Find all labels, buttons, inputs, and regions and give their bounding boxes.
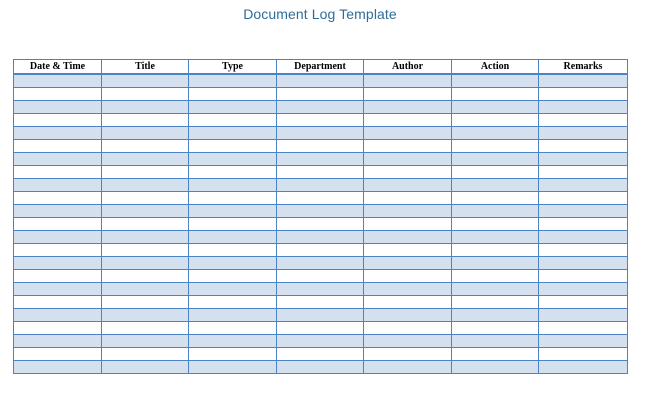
table-cell[interactable]	[539, 140, 628, 153]
table-cell[interactable]	[189, 101, 277, 114]
column-header-remarks: Remarks	[539, 60, 628, 75]
table-cell[interactable]	[102, 283, 189, 296]
table-cell[interactable]	[364, 231, 452, 244]
table-cell[interactable]	[277, 361, 364, 374]
table-cell[interactable]	[277, 74, 364, 88]
table-cell[interactable]	[539, 127, 628, 140]
table-cell[interactable]	[102, 309, 189, 322]
table-cell[interactable]	[102, 244, 189, 257]
table-cell[interactable]	[14, 153, 102, 166]
column-header-type: Type	[189, 60, 277, 75]
table-cell[interactable]	[364, 74, 452, 88]
table-cell[interactable]	[452, 166, 539, 179]
table-cell[interactable]	[539, 88, 628, 101]
table-cell[interactable]	[189, 296, 277, 309]
table-row	[14, 205, 628, 218]
table-cell[interactable]	[102, 231, 189, 244]
table-cell[interactable]	[539, 74, 628, 88]
table-cell[interactable]	[189, 218, 277, 231]
table-cell[interactable]	[452, 153, 539, 166]
document-log-table	[13, 59, 628, 374]
table-cell[interactable]	[539, 270, 628, 283]
table-cell[interactable]	[102, 270, 189, 283]
table-cell[interactable]	[539, 231, 628, 244]
table-cell[interactable]	[452, 192, 539, 205]
table-cell[interactable]	[189, 257, 277, 270]
table-row	[14, 361, 628, 374]
table-cell[interactable]	[452, 101, 539, 114]
table-cell[interactable]	[102, 257, 189, 270]
table-cell[interactable]	[189, 153, 277, 166]
table-cell[interactable]	[364, 153, 452, 166]
table-cell[interactable]	[189, 192, 277, 205]
table-cell[interactable]	[189, 114, 277, 127]
table-cell[interactable]	[102, 74, 189, 88]
table-cell[interactable]	[102, 361, 189, 374]
table-row	[14, 283, 628, 296]
table-row	[14, 335, 628, 348]
column-header-title: Title	[102, 60, 189, 75]
table-row	[14, 140, 628, 153]
table-cell[interactable]	[364, 192, 452, 205]
table-cell[interactable]	[364, 257, 452, 270]
table-cell[interactable]	[189, 335, 277, 348]
table-cell[interactable]	[277, 114, 364, 127]
table-cell[interactable]	[452, 244, 539, 257]
table-cell[interactable]	[277, 166, 364, 179]
table-cell[interactable]	[539, 361, 628, 374]
table-cell[interactable]	[277, 309, 364, 322]
table-cell[interactable]	[277, 231, 364, 244]
table-row	[14, 309, 628, 322]
table-cell[interactable]	[364, 283, 452, 296]
table-cell[interactable]	[14, 179, 102, 192]
table-cell[interactable]	[102, 140, 189, 153]
table-cell[interactable]	[14, 309, 102, 322]
table-cell[interactable]	[539, 218, 628, 231]
table-cell[interactable]	[364, 114, 452, 127]
table-cell[interactable]	[102, 153, 189, 166]
document-title: Document Log Template	[243, 6, 397, 22]
table-cell[interactable]	[364, 127, 452, 140]
table-cell[interactable]	[452, 348, 539, 361]
table-cell[interactable]	[14, 88, 102, 101]
table-cell[interactable]	[14, 114, 102, 127]
table-cell[interactable]	[277, 179, 364, 192]
table-cell[interactable]	[277, 244, 364, 257]
table-cell[interactable]	[539, 309, 628, 322]
table-cell[interactable]	[14, 348, 102, 361]
table-cell[interactable]	[277, 205, 364, 218]
log-table-body	[14, 74, 628, 374]
table-row	[14, 166, 628, 179]
table-cell[interactable]	[452, 114, 539, 127]
table-cell[interactable]	[102, 335, 189, 348]
table-cell[interactable]	[277, 127, 364, 140]
table-cell[interactable]	[452, 309, 539, 322]
table-cell[interactable]	[189, 231, 277, 244]
table-cell[interactable]	[14, 322, 102, 335]
table-cell[interactable]	[277, 88, 364, 101]
table-cell[interactable]	[189, 309, 277, 322]
table-cell[interactable]	[14, 140, 102, 153]
table-cell[interactable]	[189, 348, 277, 361]
table-cell[interactable]	[452, 205, 539, 218]
table-cell[interactable]	[14, 283, 102, 296]
table-row	[14, 179, 628, 192]
table-cell[interactable]	[277, 140, 364, 153]
table-cell[interactable]	[189, 270, 277, 283]
table-cell[interactable]	[14, 361, 102, 374]
table-cell[interactable]	[14, 127, 102, 140]
table-cell[interactable]	[277, 296, 364, 309]
table-cell[interactable]	[452, 361, 539, 374]
table-cell[interactable]	[364, 88, 452, 101]
table-cell[interactable]	[189, 74, 277, 88]
table-cell[interactable]	[102, 348, 189, 361]
table-row	[14, 348, 628, 361]
table-cell[interactable]	[452, 179, 539, 192]
table-cell[interactable]	[14, 218, 102, 231]
table-cell[interactable]	[14, 231, 102, 244]
table-cell[interactable]	[102, 192, 189, 205]
table-cell[interactable]	[14, 270, 102, 283]
table-row	[14, 101, 628, 114]
table-cell[interactable]	[277, 192, 364, 205]
table-row	[14, 74, 628, 88]
table-cell[interactable]	[189, 88, 277, 101]
table-cell[interactable]	[364, 205, 452, 218]
table-cell[interactable]	[539, 296, 628, 309]
column-header-date-time: Date & Time	[14, 60, 102, 75]
table-cell[interactable]	[189, 244, 277, 257]
table-cell[interactable]	[277, 218, 364, 231]
table-cell[interactable]	[277, 322, 364, 335]
table-cell[interactable]	[364, 166, 452, 179]
table-cell[interactable]	[277, 283, 364, 296]
table-cell[interactable]	[189, 166, 277, 179]
table-cell[interactable]	[539, 205, 628, 218]
table-cell[interactable]	[364, 335, 452, 348]
table-cell[interactable]	[364, 322, 452, 335]
table-cell[interactable]	[14, 335, 102, 348]
table-row	[14, 218, 628, 231]
table-row	[14, 270, 628, 283]
table-cell[interactable]	[364, 348, 452, 361]
table-cell[interactable]	[14, 205, 102, 218]
table-cell[interactable]	[277, 270, 364, 283]
table-cell[interactable]	[452, 296, 539, 309]
table-row	[14, 153, 628, 166]
table-row	[14, 127, 628, 140]
table-cell[interactable]	[452, 270, 539, 283]
table-cell[interactable]	[277, 257, 364, 270]
table-cell[interactable]	[539, 322, 628, 335]
table-cell[interactable]	[189, 127, 277, 140]
table-cell[interactable]	[189, 205, 277, 218]
table-cell[interactable]	[14, 296, 102, 309]
table-cell[interactable]	[102, 127, 189, 140]
table-cell[interactable]	[14, 244, 102, 257]
table-cell[interactable]	[14, 101, 102, 114]
table-cell[interactable]	[452, 322, 539, 335]
table-row	[14, 231, 628, 244]
table-cell[interactable]	[364, 218, 452, 231]
table-cell[interactable]	[102, 114, 189, 127]
table-cell[interactable]	[102, 88, 189, 101]
table-cell[interactable]	[102, 101, 189, 114]
table-cell[interactable]	[452, 74, 539, 88]
table-cell[interactable]	[539, 114, 628, 127]
table-row	[14, 192, 628, 205]
table-cell[interactable]	[452, 140, 539, 153]
table-cell[interactable]	[189, 322, 277, 335]
table-cell[interactable]	[102, 296, 189, 309]
column-header-department: Department	[277, 60, 364, 75]
table-cell[interactable]	[539, 101, 628, 114]
table-cell[interactable]	[189, 179, 277, 192]
table-cell[interactable]	[539, 244, 628, 257]
table-row	[14, 244, 628, 257]
table-cell[interactable]	[102, 205, 189, 218]
table-cell[interactable]	[14, 166, 102, 179]
table-cell[interactable]	[364, 296, 452, 309]
table-row	[14, 296, 628, 309]
table-cell[interactable]	[102, 322, 189, 335]
table-cell[interactable]	[452, 283, 539, 296]
table-cell[interactable]	[102, 166, 189, 179]
table-cell[interactable]	[364, 179, 452, 192]
table-cell[interactable]	[189, 283, 277, 296]
table-cell[interactable]	[452, 231, 539, 244]
table-cell[interactable]	[14, 257, 102, 270]
column-header-action: Action	[452, 60, 539, 75]
table-cell[interactable]	[452, 335, 539, 348]
table-row	[14, 114, 628, 127]
table-cell[interactable]	[539, 348, 628, 361]
table-cell[interactable]	[539, 283, 628, 296]
table-cell[interactable]	[452, 218, 539, 231]
table-cell[interactable]	[539, 179, 628, 192]
table-cell[interactable]	[539, 335, 628, 348]
table-cell[interactable]	[364, 361, 452, 374]
table-cell[interactable]	[452, 88, 539, 101]
table-cell[interactable]	[277, 101, 364, 114]
table-cell[interactable]	[189, 361, 277, 374]
table-cell[interactable]	[277, 153, 364, 166]
table-cell[interactable]	[364, 101, 452, 114]
table-cell[interactable]	[102, 179, 189, 192]
table-row	[14, 88, 628, 101]
table-cell[interactable]	[539, 257, 628, 270]
table-cell[interactable]	[539, 192, 628, 205]
table-cell[interactable]	[539, 166, 628, 179]
table-cell[interactable]	[102, 218, 189, 231]
table-cell[interactable]	[364, 309, 452, 322]
table-row	[14, 257, 628, 270]
table-cell[interactable]	[189, 140, 277, 153]
table-cell[interactable]	[277, 348, 364, 361]
table-cell[interactable]	[364, 244, 452, 257]
table-cell[interactable]	[452, 127, 539, 140]
header-row	[14, 60, 628, 75]
table-cell[interactable]	[14, 74, 102, 88]
table-cell[interactable]	[14, 192, 102, 205]
column-header-author: Author	[364, 60, 452, 75]
table-cell[interactable]	[277, 335, 364, 348]
table-row	[14, 322, 628, 335]
table-cell[interactable]	[364, 270, 452, 283]
table-cell[interactable]	[539, 153, 628, 166]
table-cell[interactable]	[452, 257, 539, 270]
table-cell[interactable]	[364, 140, 452, 153]
